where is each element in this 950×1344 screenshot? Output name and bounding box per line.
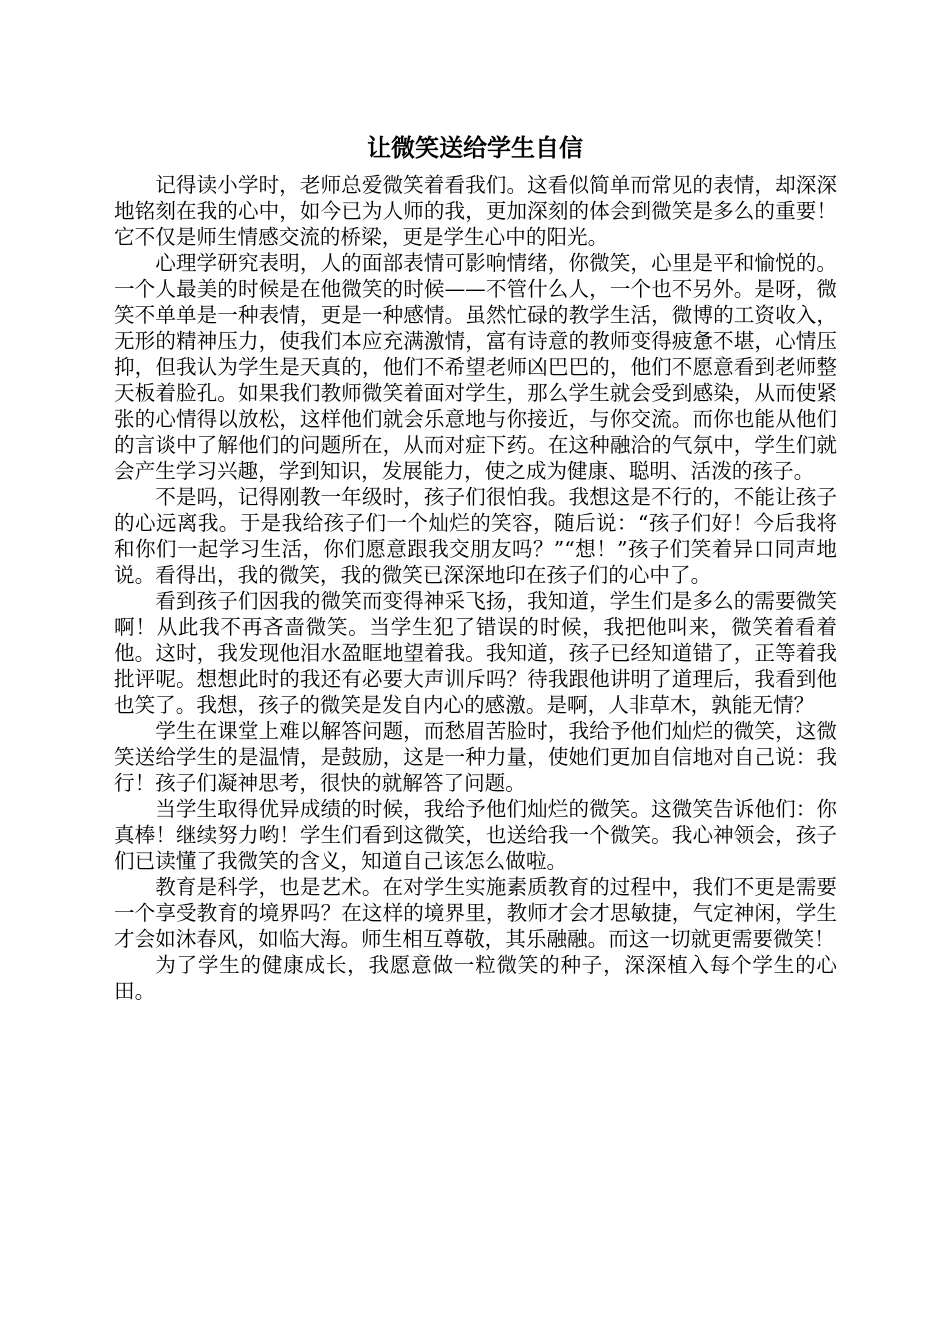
paragraph-7: 教育是科学，也是艺术。在对学生实施素质教育的过程中，我们不更是需要一个享受教育的境界吗？在这样的境界里，教师才会才思敏捷，气定神闲，学生才会如沐春风，如临大海。师生相互尊敬，其乐融融。而这一切就更需要微笑！ [114,875,837,951]
paragraph-5: 学生在课堂上难以解答问题，而愁眉苦脸时，我给予他们灿烂的微笑，这微笑送给学生的是温情，是鼓励，这是一种力量，使她们更加自信地对自己说：我行！孩子们凝神思考，很快的就解答了问题。 [114,719,837,795]
paragraph-8: 为了学生的健康成长，我愿意做一粒微笑的种子，深深植入每个学生的心田。 [114,953,837,1003]
document-body [114,172,837,1004]
paragraph-6: 当学生取得优异成绩的时候，我给予他们灿烂的微笑。这微笑告诉他们：你真棒！继续努力哟！学生们看到这微笑，也送给我一个微笑。我心神领会，孩子们已读懂了我微笑的含义，知道自己该怎么做啦。 [114,797,837,873]
document-title: 让微笑送给学生自信 [367,134,583,162]
paragraph-2: 心理学研究表明，人的面部表情可影响情绪，你微笑，心里是平和愉悦的。一个人最美的时候是在他微笑的时候——不管什么人，一个也不另外。是呀，微笑不单单是一种表情，更是一种感情。虽然忙碌的教学生活，微博的工资收入，无形的精神压力，使我们本应充满激情，富有诗意的教师变得疲惫不堪，心情压抑，但我认为学生是天真的，他们不希望老师凶巴巴的，他们不愿意看到老师整天板着脸孔。如果我们教师微笑着面对学生，那么学生就会受到感染，从而使紧张的心情得以放松，这样他们就会乐意地与你接近，与你交流。而你也能从他们的言谈中了解他们的问题所在，从而对症下药。在这种融洽的气氛中，学生们就会产生学习兴趣，学到知识，发展能力，使之成为健康、聪明、活泼的孩子。 [114,251,837,483]
paragraph-1: 记得读小学时，老师总爱微笑着看我们。这看似简单而常见的表情，却深深地铭刻在我的心中，如今已为人师的我，更加深刻的体会到微笑是多么的重要！它不仅是师生情感交流的桥梁，更是学生心中的阳光。 [114,173,837,249]
paragraph-4: 看到孩子们因我的微笑而变得神采飞扬，我知道，学生们是多么的需要微笑啊！从此我不再吝啬微笑。当学生犯了错误的时候，我把他叫来，微笑着看着他。这时，我发现他泪水盈眶地望着我。我知道，孩子已经知道错了，正等着我批评呢。想想此时的我还有必要大声训斥吗？待我跟他讲明了道理后，我看到他也笑了。我想，孩子的微笑是发自内心的感激。是啊，人非草木，孰能无情？ [114,589,837,717]
paragraph-3: 不是吗，记得刚教一年级时，孩子们很怕我。我想这是不行的，不能让孩子的心远离我。于是我给孩子们一个灿烂的笑容，随后说：“孩子们好！今后我将和你们一起学习生活，你们愿意跟我交朋友吗？”“想！”孩子们笑着异口同声地说。看得出，我的微笑，我的微笑已深深地印在孩子们的心中了。 [114,485,837,587]
